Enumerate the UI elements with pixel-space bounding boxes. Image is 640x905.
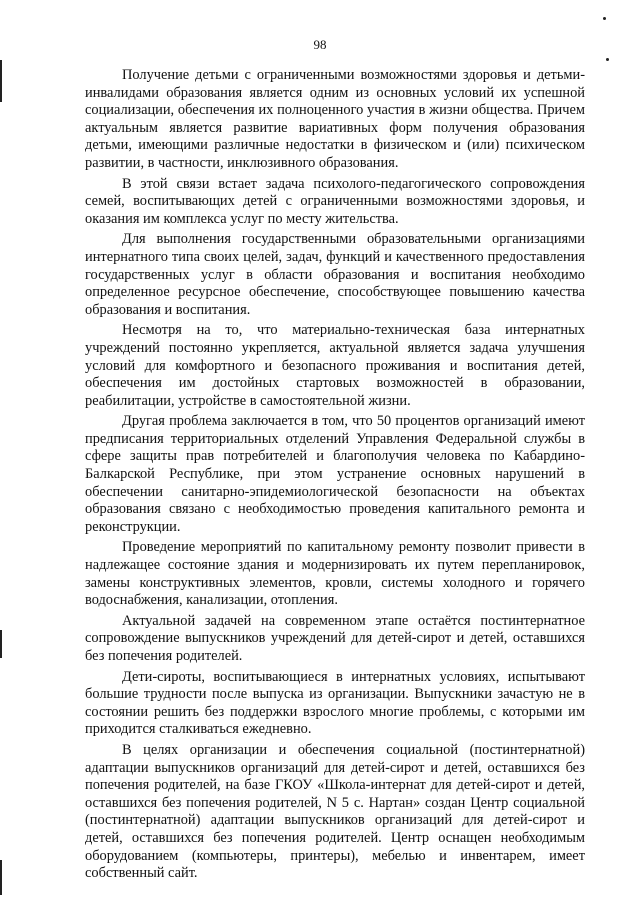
paragraph: Получение детьми с ограниченными возможностями здоровья и детьми-инвалидами образования является одним из основных условий их успешной социализации, обеспечения их полноценного участия в жизни общества. Причем актуальным является развитие вариативных форм получения образования детьми, имеющими различные недостатки в физическом и (или) психическом развитии, в частности, инклюзивного образования. [85,67,585,171]
paragraph: Дети-сироты, воспитывающиеся в интернатных условиях, испытывают большие трудности после выпуска из организации. Выпускники зачастую не в состоянии решить без поддержки взрослого многие проблемы, с которыми им приходится сталкиваться ежедневно. [85,668,585,738]
paragraph: Несмотря на то, что материально-техническая база интернатных учреждений постоянно укрепляется, актуальной является задача улучшения условий для комфортного и безопасного проживания и воспитания детей, обеспечения им достойных стартовых возможностей в образовании, реабилитации, устройстве в самостоятельной жизни. [85,322,585,409]
paragraph: Проведение мероприятий по капитальному ремонту позволит привести в надлежащее состояние здания и модернизировать их путем перепланировок, замены конструктивных элементов, кровли, системы холодного и горячего водоснабжения, канализации, отопления. [85,539,585,609]
page-number: 98 [313,37,327,52]
scan-edge-mark [0,860,2,895]
paragraph: Другая проблема заключается в том, что 50 процентов организаций имеют предписания территориальных отделений Управления Федеральной службы в сфере защиты прав потребителей и благополучия человека по Кабардино-Балкарской Республике, при этом устранение основных нарушений в обеспечении санитарно-эпидемиологической безопасности на объектах образования связано с необходимостью проведения капитального ремонта и реконструкции. [85,413,585,535]
paragraph: В этой связи встает задача психолого-педагогического сопровождения семей, воспитывающих детей с ограниченными возможностями здоровья, и оказания им комплекса услуг по месту жительства. [85,175,585,227]
scan-edge-mark [0,60,2,102]
scan-speck [606,58,609,61]
scan-speck [603,17,606,20]
document-body [85,67,585,886]
paragraph: Для выполнения государственными образовательными организациями интернатного типа своих целей, задач, функций и качественного предоставления государственных услуг в области образования и воспитания необходимо определенное ресурсное обеспечение, способствующее повышению качества образования и воспитания. [85,231,585,318]
paragraph: В целях организации и обеспечения социальной (постинтернатной) адаптации выпускников организаций для детей-сирот и детей, оставшихся без попечения родителей, на базе ГКОУ «Школа-интернат для детей-сирот и детей, оставшихся без попечения родителей, N 5 с. Нартан» создан Центр социальной (постинтернатной) адаптации выпускников организаций для детей-сирот и детей, оставшихся без попечения родителей. Центр оснащен необходимым оборудованием (компьютеры, принтеры), мебелью и инвентарем, имеет собственный сайт. [85,741,585,882]
paragraph: Актуальной задачей на современном этапе остаётся постинтернатное сопровождение выпускников учреждений для детей-сирот и детей, оставшихся без попечения родителей. [85,612,585,664]
scan-edge-mark [0,630,2,658]
